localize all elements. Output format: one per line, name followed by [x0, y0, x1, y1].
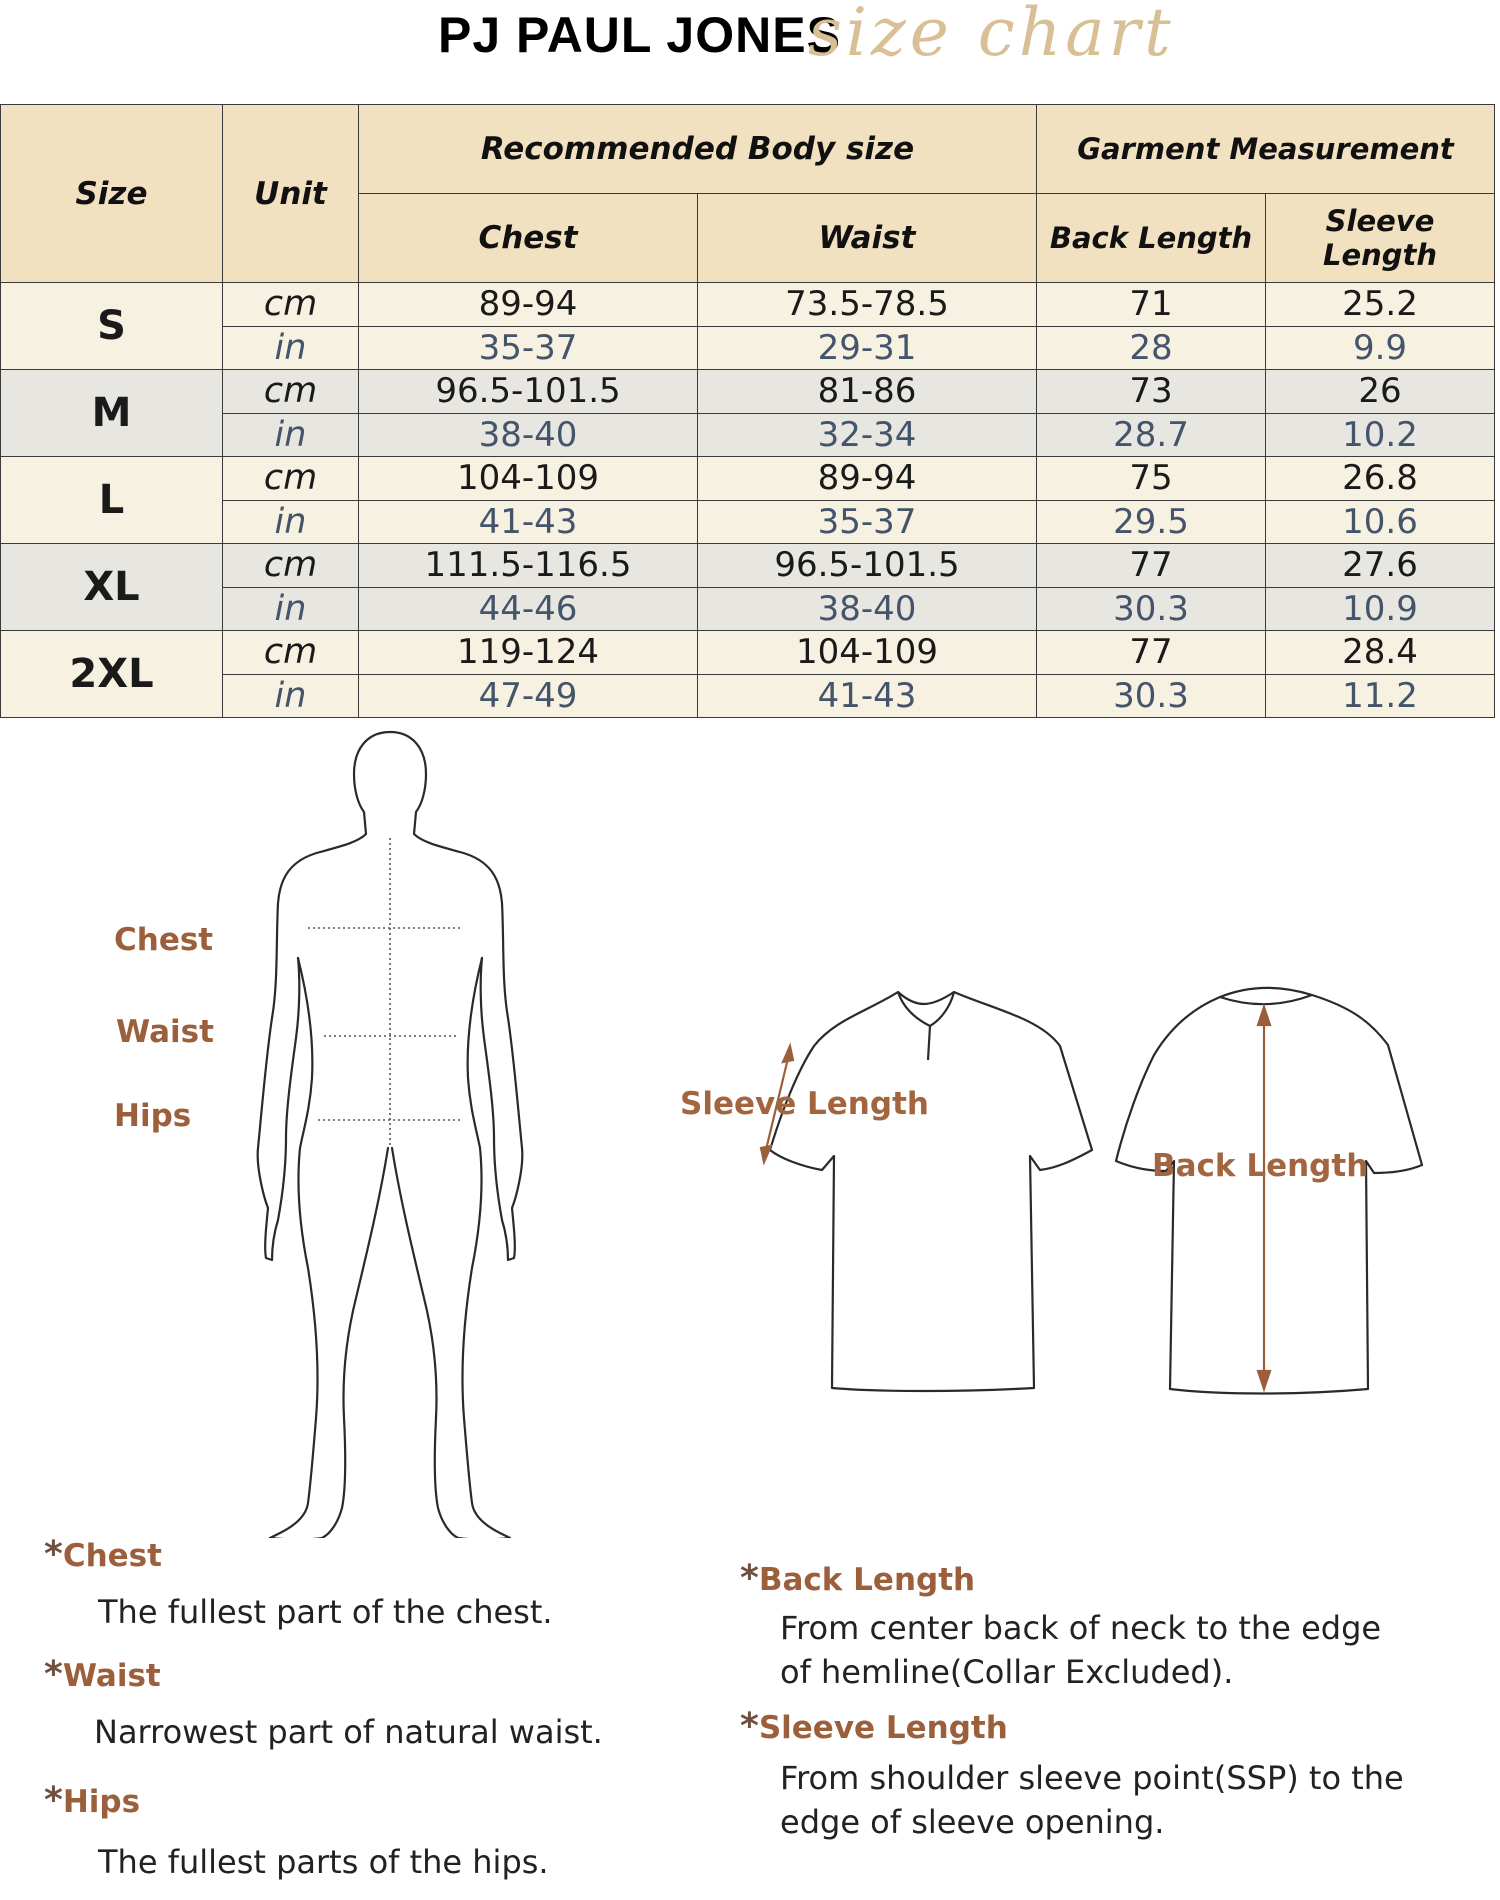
value-cell: 104-109 — [698, 631, 1037, 675]
shirt-front-figure — [740, 990, 1100, 1410]
body-label-waist: Waist — [116, 1014, 214, 1050]
value-cell: 28.7 — [1037, 413, 1266, 457]
value-cell: 28.4 — [1266, 631, 1495, 675]
value-cell: 29.5 — [1037, 500, 1266, 544]
value-cell: 111.5-116.5 — [359, 544, 698, 588]
value-cell: 32-34 — [698, 413, 1037, 457]
table-row — [1, 326, 1495, 370]
table-row — [1, 413, 1495, 457]
value-cell: 10.6 — [1266, 500, 1495, 544]
body-label-chest: Chest — [114, 922, 214, 958]
value-cell: 10.9 — [1266, 587, 1495, 631]
value-cell: 77 — [1037, 631, 1266, 675]
def-back-title: *Back Length — [740, 1558, 976, 1599]
value-cell: 89-94 — [698, 457, 1037, 501]
table-row — [1, 587, 1495, 631]
unit-cell: in — [223, 587, 359, 631]
script-title: size chart — [808, 0, 1175, 71]
value-cell: 41-43 — [359, 500, 698, 544]
label-back-length: Back Length — [1152, 1148, 1369, 1184]
value-cell: 27.6 — [1266, 544, 1495, 588]
value-cell: 44-46 — [359, 587, 698, 631]
value-cell: 38-40 — [698, 587, 1037, 631]
value-cell: 81-86 — [698, 370, 1037, 414]
def-chest-title: *Chest — [44, 1534, 162, 1575]
table-row — [1, 544, 1495, 588]
value-cell: 41-43 — [698, 674, 1037, 718]
value-cell: 71 — [1037, 283, 1266, 327]
def-waist-text: Narrowest part of natural waist. — [94, 1713, 603, 1751]
size-cell: L — [1, 457, 223, 544]
def-sleeve-title: *Sleeve Length — [740, 1706, 1008, 1747]
group-body-header: Recommended Body size — [359, 105, 1037, 194]
size-cell: S — [1, 283, 223, 370]
def-hips-text: The fullest parts of the hips. — [98, 1843, 549, 1881]
value-cell: 89-94 — [359, 283, 698, 327]
unit-cell: in — [223, 326, 359, 370]
value-cell: 30.3 — [1037, 587, 1266, 631]
body-label-hips: Hips — [114, 1098, 192, 1134]
table-row — [1, 457, 1495, 501]
value-cell: 35-37 — [359, 326, 698, 370]
size-table — [0, 104, 1495, 718]
value-cell: 38-40 — [359, 413, 698, 457]
value-cell: 96.5-101.5 — [359, 370, 698, 414]
value-cell: 77 — [1037, 544, 1266, 588]
group-garment-header: Garment Measurement — [1037, 105, 1495, 194]
value-cell: 11.2 — [1266, 674, 1495, 718]
def-sleeve-text-1: From shoulder sleeve point(SSP) to the — [780, 1759, 1404, 1797]
value-cell: 35-37 — [698, 500, 1037, 544]
size-cell: M — [1, 370, 223, 457]
value-cell: 9.9 — [1266, 326, 1495, 370]
value-cell: 96.5-101.5 — [698, 544, 1037, 588]
value-cell: 28 — [1037, 326, 1266, 370]
def-back-text-2: of hemline(Collar Excluded). — [780, 1653, 1234, 1691]
value-cell: 73 — [1037, 370, 1266, 414]
unit-cell: in — [223, 674, 359, 718]
col-waist-header: Waist — [698, 194, 1037, 283]
brand-name: PJ PAUL JONES — [438, 7, 841, 63]
value-cell: 119-124 — [359, 631, 698, 675]
unit-cell: cm — [223, 283, 359, 327]
size-cell: 2XL — [1, 631, 223, 718]
value-cell: 26 — [1266, 370, 1495, 414]
def-waist-title: *Waist — [44, 1654, 161, 1695]
table-row — [1, 283, 1495, 327]
unit-cell: cm — [223, 370, 359, 414]
unit-cell: in — [223, 500, 359, 544]
unit-cell: in — [223, 413, 359, 457]
value-cell: 26.8 — [1266, 457, 1495, 501]
label-sleeve-length: Sleeve Length — [680, 1086, 929, 1122]
table-row — [1, 500, 1495, 544]
value-cell: 47-49 — [359, 674, 698, 718]
unit-cell: cm — [223, 544, 359, 588]
value-cell: 75 — [1037, 457, 1266, 501]
body-figure — [250, 728, 530, 1538]
def-chest-text: The fullest part of the chest. — [98, 1593, 553, 1631]
def-back-text-1: From center back of neck to the edge — [780, 1609, 1382, 1647]
value-cell: 73.5-78.5 — [698, 283, 1037, 327]
unit-cell: cm — [223, 631, 359, 675]
def-hips-title: *Hips — [44, 1780, 141, 1821]
value-cell: 25.2 — [1266, 283, 1495, 327]
shirt-back-figure — [1100, 985, 1430, 1405]
table-row — [1, 370, 1495, 414]
def-sleeve-text-2: edge of sleeve opening. — [780, 1803, 1165, 1841]
header — [0, 0, 1500, 100]
value-cell: 30.3 — [1037, 674, 1266, 718]
col-sleeve-header: Sleeve Length — [1266, 194, 1495, 283]
table-row — [1, 674, 1495, 718]
col-size-header: Size — [1, 105, 223, 283]
table-row — [1, 631, 1495, 675]
value-cell: 10.2 — [1266, 413, 1495, 457]
value-cell: 29-31 — [698, 326, 1037, 370]
unit-cell: cm — [223, 457, 359, 501]
size-cell: XL — [1, 544, 223, 631]
col-chest-header: Chest — [359, 194, 698, 283]
col-unit-header: Unit — [223, 105, 359, 283]
value-cell: 104-109 — [359, 457, 698, 501]
col-back-header: Back Length — [1037, 194, 1266, 283]
